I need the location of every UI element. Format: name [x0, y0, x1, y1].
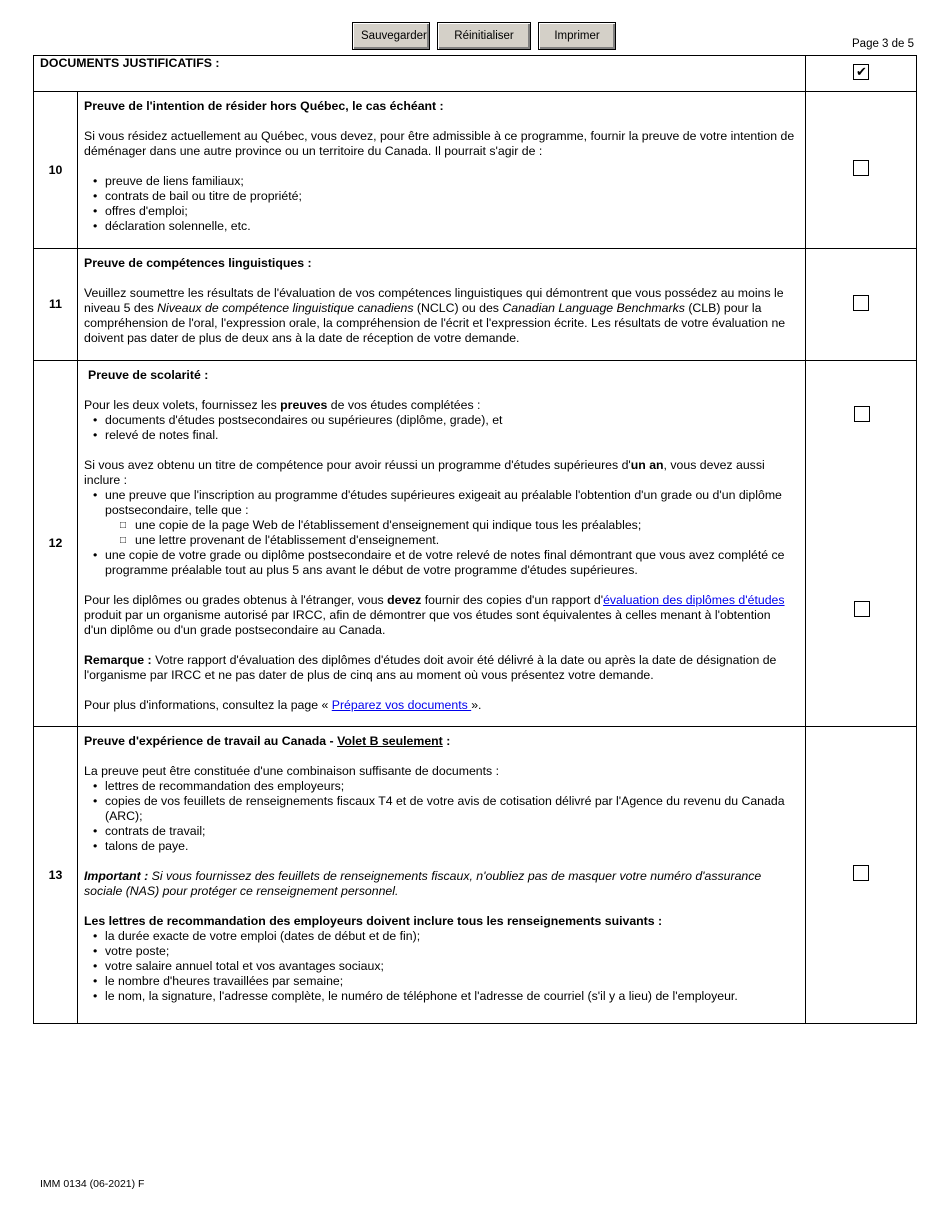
- table-row: [34, 727, 917, 1024]
- list-item: • contrats de travail;: [84, 824, 795, 839]
- paragraph: Les lettres de recommandation des employeurs doivent inclure tous les renseignements suivants :: [84, 914, 663, 928]
- reset-button[interactable]: Réinitialiser: [437, 22, 531, 50]
- list-item: • votre salaire annuel total et vos avantages sociaux;: [84, 959, 795, 974]
- sub-list-item: □ une copie de la page Web de l'établissement d'enseignement qui indique tous les préalables;: [84, 518, 795, 533]
- row-title: Preuve d'expérience de travail au Canada - Volet B seulement :: [84, 734, 451, 748]
- row-content: [78, 727, 806, 1024]
- row-content: [78, 92, 806, 249]
- list-item: • la durée exacte de votre emploi (dates de début et de fin);: [84, 929, 795, 944]
- page-number: Page 3 de 5: [852, 38, 915, 50]
- list-item: • copies de vos feuillets de renseignements fiscaux T4 et de votre avis de cotisation délivré par l'Agence du revenu du Canada (ARC);: [84, 794, 795, 824]
- checkbox-10[interactable]: [853, 160, 869, 176]
- row-content: [78, 249, 806, 361]
- checkbox-12b[interactable]: [854, 601, 870, 617]
- list-item: • documents d'études postsecondaires ou supérieures (diplôme, grade), et: [84, 413, 795, 428]
- form-code: IMM 0134 (06-2021) F: [40, 1178, 145, 1190]
- row-number: 12: [34, 361, 78, 727]
- paragraph: Pour les diplômes ou grades obtenus à l'étranger, vous devez fournir des copies d'un rapport d'évaluation des diplômes d'études produit par un organisme autorisé par IRCC, afin de démontrer que vos études sont équivalentes à celles menant à l'obtention d'un diplôme ou d'un grade postsecondaire au Canada.: [84, 593, 785, 637]
- checkbox-13[interactable]: [853, 865, 869, 881]
- table-row: [34, 249, 917, 361]
- paragraph: La preuve peut être constituée d'une combinaison suffisante de documents :: [84, 764, 500, 778]
- section-title: DOCUMENTS JUSTIFICATIFS :: [34, 56, 806, 92]
- list-item: • une preuve que l'inscription au programme d'études supérieures exigeait au préalable l'obtention d'un grade ou d'un diplôme postsecondaire, telle que : □ une copie de la page Web de l'établissement d'enseignement qui indique tous les préalables; □ une lettre provenant de l'établissement d'enseignement.: [84, 488, 795, 548]
- paragraph: Si vous résidez actuellement au Québec, vous devez, pour être admissible à ce programme, fournir la preuve de votre intention de déménager dans une autre province ou un territoire du Canada. Il pourrait s'agir de :: [84, 129, 795, 158]
- paragraph: Important : Si vous fournissez des feuillets de renseignements fiscaux, n'oubliez pas de masquer votre numéro d'assurance sociale (NAS) pour protéger ce renseignement personnel.: [84, 869, 762, 898]
- row-number: 10: [34, 92, 78, 249]
- list-item: • contrats de bail ou titre de propriété;: [84, 189, 795, 204]
- table-row: [34, 361, 917, 727]
- list-item: • preuve de liens familiaux;: [84, 174, 795, 189]
- row-content: [78, 361, 806, 727]
- row-title: Preuve de l'intention de résider hors Québec, le cas échéant :: [84, 99, 444, 113]
- list-item: • lettres de recommandation des employeurs;: [84, 779, 795, 794]
- row-title: Preuve de compétences linguistiques :: [84, 256, 312, 270]
- list-item: • une copie de votre grade ou diplôme postsecondaire et de votre relevé de notes final démontrant que vous avez complété ce programme préalable tout au plus 5 ans avant le début de votre programme d'études supérieures.: [84, 548, 795, 578]
- paragraph: Pour les deux volets, fournissez les preuves de vos études complétées :: [84, 398, 481, 412]
- header-row: [34, 56, 917, 92]
- form-toolbar: [352, 22, 616, 50]
- paragraph: Pour plus d'informations, consultez la page « Préparez vos documents ».: [84, 698, 482, 712]
- list-item: • offres d'emploi;: [84, 204, 795, 219]
- list-item: • le nom, la signature, l'adresse complète, le numéro de téléphone et l'adresse de courriel (s'il y a lieu) de l'employeur.: [84, 989, 795, 1004]
- paragraph: Veuillez soumettre les résultats de l'évaluation de vos compétences linguistiques qui démontrent que vous possédez au moins le niveau 5 des Niveaux de compétence linguistique canadiens (NCLC) ou des Canadian Language Benchmarks (CLB) pour la compréhension de l'oral, l'expression orale, la compréhension de l'écrit et l'expression écrite. Les résultats de votre évaluation ne doivent pas dater de plus de deux ans à la date de réception de votre demande.: [84, 286, 786, 345]
- checkbox-12a[interactable]: [854, 406, 870, 422]
- header-checkbox[interactable]: [853, 64, 869, 80]
- paragraph: Remarque : Votre rapport d'évaluation des diplômes d'études doit avoir été délivré à la date ou après la date de désignation de l'organisme par IRCC et ne pas dater de plus de cinq ans au moment où vous présentez votre demande.: [84, 653, 777, 682]
- row-title: Preuve de scolarité :: [88, 368, 209, 382]
- sub-list-item: □ une lettre provenant de l'établissement d'enseignement.: [84, 533, 795, 548]
- row-number: 13: [34, 727, 78, 1024]
- list-item: • relevé de notes final.: [84, 428, 795, 443]
- save-button[interactable]: Sauvegarder: [352, 22, 430, 50]
- documents-table: [33, 55, 917, 1024]
- row-number: 11: [34, 249, 78, 361]
- documents-link[interactable]: Préparez vos documents: [331, 698, 472, 712]
- checkbox-11[interactable]: [853, 295, 869, 311]
- list-item: • déclaration solennelle, etc.: [84, 219, 795, 234]
- paragraph: Si vous avez obtenu un titre de compétence pour avoir réussi un programme d'études supérieures d'un an, vous devez aussi inclure :: [84, 458, 765, 487]
- print-button[interactable]: Imprimer: [538, 22, 616, 50]
- list-item: • le nombre d'heures travaillées par semaine;: [84, 974, 795, 989]
- table-row: [34, 92, 917, 249]
- list-item: • votre poste;: [84, 944, 795, 959]
- evaluation-link[interactable]: évaluation des diplômes d'études: [603, 593, 785, 607]
- list-item: • talons de paye.: [84, 839, 795, 854]
